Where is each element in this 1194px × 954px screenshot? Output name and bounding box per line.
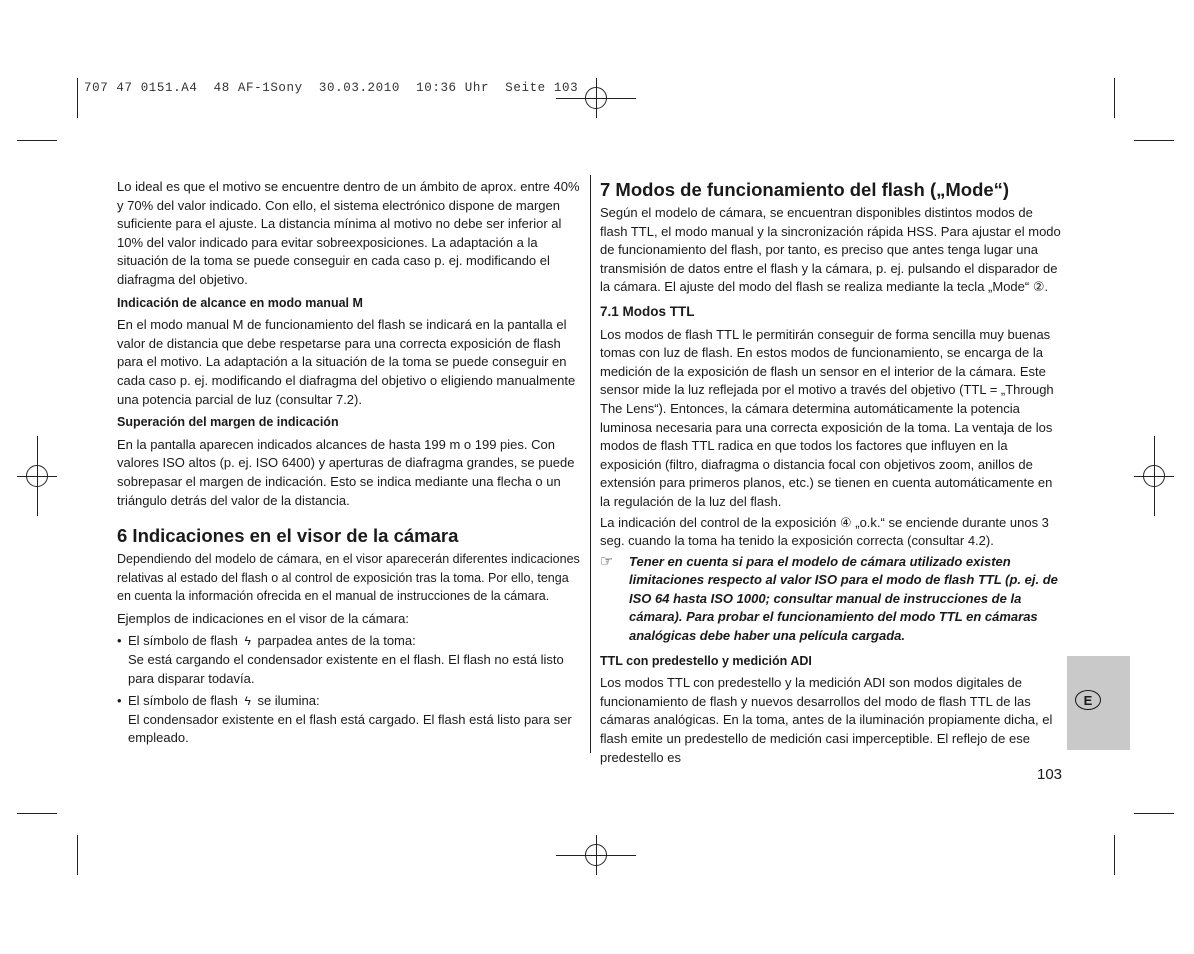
right-column (600, 178, 1062, 767)
manual-range-paragraph: En el modo manual M de funcionamiento del flash se indicará en la pantalla el valor de distancia que debe respetarse para una correcta exposición de flash para el motivo. La adaptación a la situación de la toma se puede conseguir en cada caso p. ej. modificando el diafragma del objetivo o eligiendo manualmente una potencia parcial de luz (consultar 7.2). (117, 317, 576, 407)
crop-mark (77, 78, 78, 118)
column-divider (590, 175, 591, 753)
iso-note (600, 553, 1062, 646)
list-item: • El símbolo de flash ϟ parpadea antes de la toma: Se está cargando el condensador existente en el flash. El flash no está listo para disparar todavía. (117, 633, 564, 686)
crop-mark (17, 140, 57, 141)
section-7-1-paragraph: Los modos de flash TTL le permitirán conseguir de forma sencilla muy buenas tomas con luz de flash. En estos modos de funcionamiento, se encarga de la medición de la exposición de flash un sensor en el interior de la cámara. Este sensor mide la luz reflejada por el motivo a través del objetivo (TTL = „Through The Lens“). Entonces, la cámara determina automáticamente la potencia luminosa necesaria para una correcta exposición de la toma. La ventaja de los modos de flash TTL radica en que todos los factores que influyen en la exposición (filtro, diafragma o distancia focal con objetivos zoom, anillos de extensión para primeros planos, etc.) se tienen en cuenta automáticamente en la regulación de la luz del flash. (600, 326, 1054, 509)
examples-intro: Ejemplos de indicaciones en el visor de la cámara: (117, 610, 409, 626)
list-item: • El símbolo de flash ϟ se ilumina: El condensador existente en el flash está cargado. El flash está listo para ser empleado. (117, 693, 572, 746)
section-6-title: 6 Indicaciones en el visor de la cámara (117, 525, 459, 547)
section-7-paragraph (600, 204, 1062, 297)
iso-note-text: Tener en cuenta si para el modelo de cámara utilizado existen limitaciones respecto al valor ISO para el modo de flash TTL (p. ej. de ISO 64 hasta ISO 1000; consultar manual de instrucciones de la cámara). Para probar el funcionamiento del modo TTL en cámaras analógicas debe haber una película cargada. (629, 553, 1058, 644)
language-badge: E (1075, 690, 1101, 710)
intro-paragraph: Lo ideal es que el motivo se encuentre dentro de un ámbito de aprox. entre 40% y 70% del valor indicado. Con ello, el sistema electrónico dispone de margen suficiente para el ajuste. La distancia mínima al motivo no debe ser inferior al 10% del valor indicado para evitar sobreexposiciones. La adaptación a la situación de la toma se puede conseguir en cada caso p. ej. modificando el diafragma del objetivo. (117, 179, 580, 287)
crop-mark (77, 835, 78, 875)
registration-circle (1143, 465, 1165, 487)
registration-circle (585, 844, 607, 866)
exposure-indicator-text-a: La indicación del control de la exposición (600, 514, 837, 530)
adi-heading: TTL con predestello y medición ADI (600, 653, 812, 668)
print-header: 707 47 0151.A4 48 AF-1Sony 30.03.2010 10:36 Uhr Seite 103 (84, 81, 579, 95)
range-exceed-paragraph: En la pantalla aparecen indicados alcances de hasta 199 m o 199 pies. Con valores ISO altos (p. ej. ISO 6400) y aperturas de diafragma grandes, se puede sobrepasar el margen de indicación. Esto se indica mediante una flecha o un triángulo detrás del valor de la distancia. (117, 436, 575, 508)
bullet-2-detail: El condensador existente en el flash está cargado. El flash está listo para ser empleado. (128, 711, 572, 746)
bullet-1-text-b: parpadea antes de la toma: (257, 633, 416, 649)
section-7-1-title: 7.1 Modos TTL (600, 303, 695, 319)
crop-mark (1134, 140, 1174, 141)
crop-mark (1114, 78, 1115, 118)
page-number: 103 (1037, 766, 1063, 783)
bullet-2-text-b: se ilumina: (257, 693, 320, 709)
crop-mark (1114, 835, 1115, 875)
left-column (117, 178, 580, 748)
range-exceed-heading: Superación del margen de indicación (117, 415, 339, 430)
exposure-indicator-paragraph (600, 514, 1062, 551)
adi-paragraph: Los modos TTL con predestello y la medición ADI son modos digitales de funcionamiento de flash y nuevos desarrollos del modo de flash TTL de las cámaras analógicas. En la toma, antes de la iluminación propiamente dicha, el flash emite un predestello de medición casi imperceptible. El reflejo de ese predestello es (600, 675, 1053, 765)
registration-circle (585, 87, 607, 109)
bullet-2-text-a: El símbolo de flash (128, 693, 238, 709)
flash-symbol-icon: ϟ (244, 694, 251, 709)
section-7-title: 7 Modos de funcionamiento del flash („Mode“) (600, 179, 1010, 200)
crop-mark (1134, 813, 1174, 814)
mode-key-ref: ②. (1032, 279, 1049, 295)
flash-symbol-icon: ϟ (244, 634, 251, 649)
exposure-indicator-text-b: „o.k.“ se enciende durante unos 3 seg. cuando la toma ha tenido la exposición correcta (consultar 4.2). (600, 514, 1049, 549)
section-7-text: Según el modelo de cámara, se encuentran disponibles distintos modos de flash TTL, el modo manual y la sincronización rápida HSS. Para ajustar el modo de funcionamiento del flash, por tanto, es preciso que antes tenga lugar una transmisión de datos entre el flash y la cámara, p. ej. pulsando el disparador de la cámara. El ajuste del modo del flash se realiza mediante la tecla „Mode“ (600, 205, 1061, 295)
pointing-hand-icon: ☞ (600, 552, 614, 570)
registration-circle (26, 465, 48, 487)
section-6-paragraph: Dependiendo del modelo de cámara, en el visor aparecerán diferentes indicaciones relativas al estado del flash o al control de exposición tras la toma. Por ello, tenga en cuenta la información ofrecida en el manual de instrucciones de la cámara. (117, 552, 580, 604)
bullet-1-text-a: El símbolo de flash (128, 633, 238, 649)
exposure-indicator-ref: ④ (839, 514, 852, 530)
crop-mark (17, 813, 57, 814)
manual-range-heading: Indicación de alcance en modo manual M (117, 295, 363, 310)
bullet-1-detail: Se está cargando el condensador existente en el flash. El flash no está listo para disparar todavía. (128, 652, 564, 686)
